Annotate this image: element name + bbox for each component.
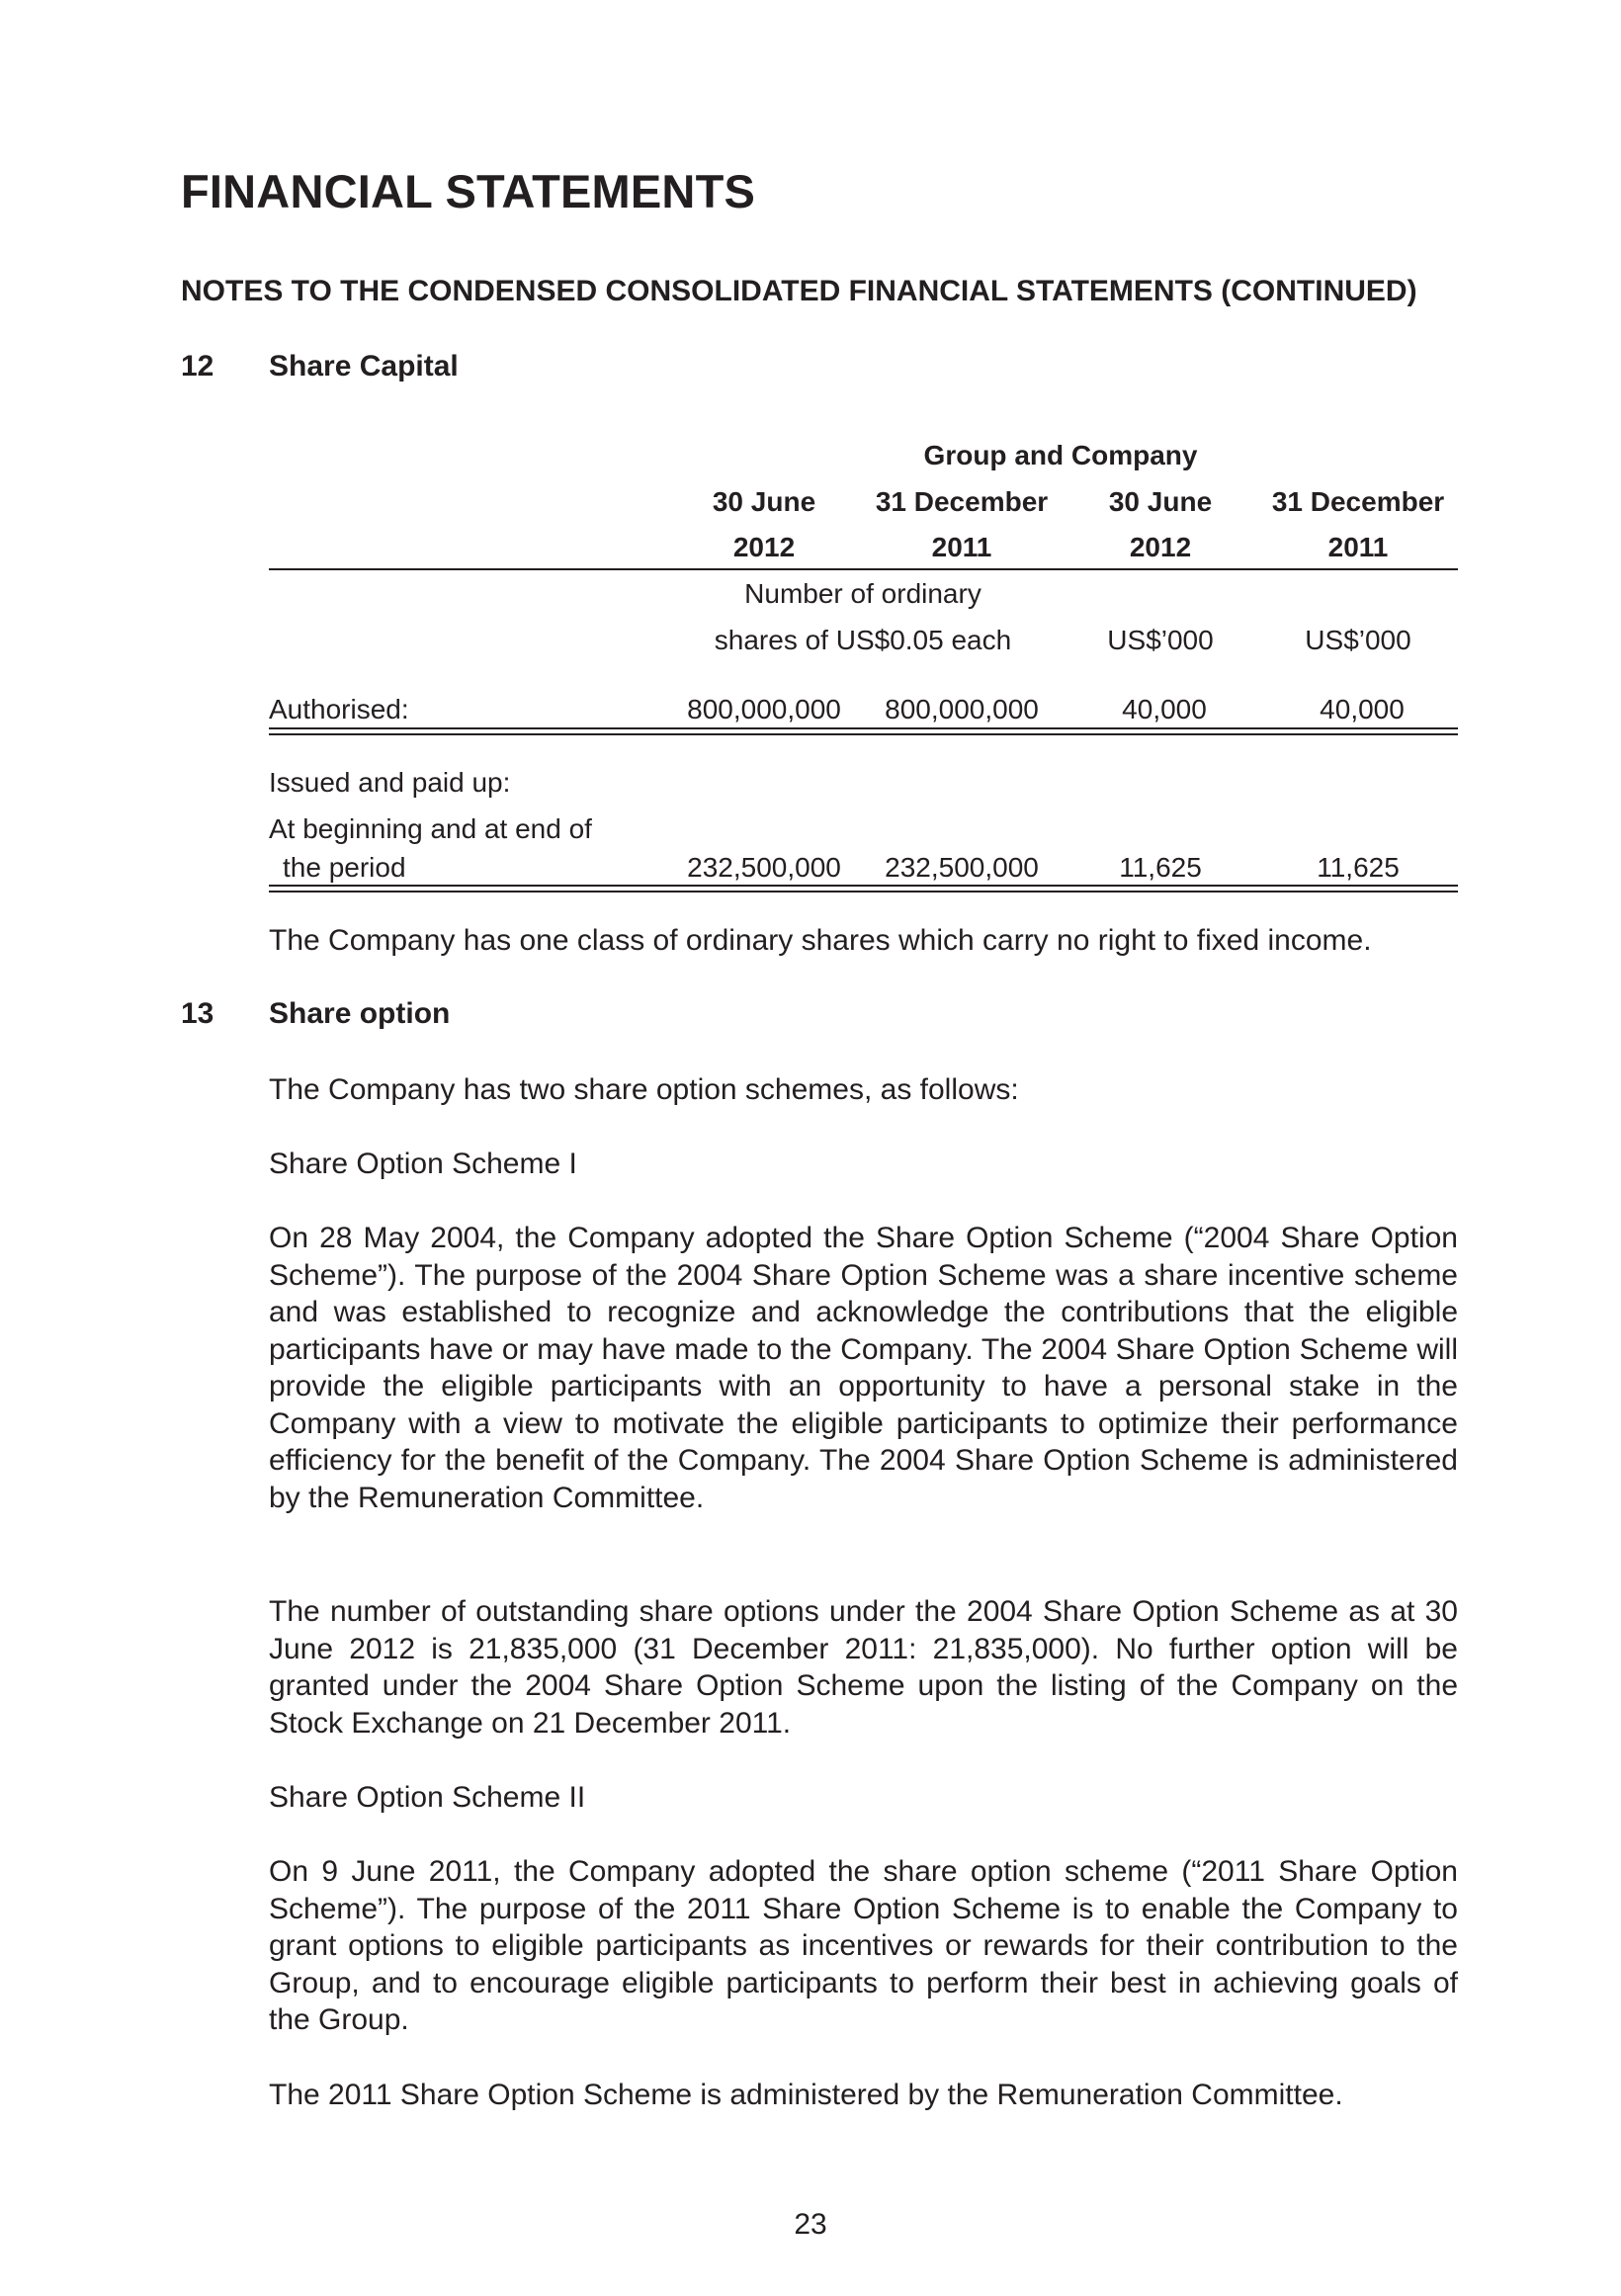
unit-shares-line1: Number of ordinary <box>744 578 981 609</box>
col-header-2-line1: 31 December <box>875 486 1049 517</box>
issued-value-4: 11,625 <box>1317 852 1400 883</box>
section-13-number: 13 <box>181 997 214 1030</box>
col-header-1-line2: 2012 <box>732 532 796 562</box>
issued-label: Issued and paid up: <box>269 767 511 798</box>
issued-value-3: 11,625 <box>1119 852 1202 883</box>
scheme-1-heading: Share Option Scheme I <box>269 1148 577 1180</box>
authorised-value-4: 40,000 <box>1320 694 1405 724</box>
scheme-2-paragraph-1: On 9 June 2011, the Company adopted the share option scheme (“2011 Share Option Scheme”). The purpose of the 2011 Share Option Scheme is to enable the Company to grant options to eligible participants as incentives or rewards for their contribution to the Group, and to encourage eligible participants to perform their best in achieving goals of the Group. <box>269 1855 1458 2036</box>
notes-heading: NOTES TO THE CONDENSED CONSOLIDATED FINANCIAL STATEMENTS (CONTINUED) <box>181 275 1417 307</box>
col-header-1-line1: 30 June <box>712 486 816 517</box>
header-rule <box>269 568 1458 570</box>
col-header-3-line1: 30 June <box>1108 486 1213 517</box>
col-header-4-line1: 31 December <box>1271 486 1445 517</box>
group-header: Group and Company <box>923 440 1198 470</box>
unit-usd-1: US$’000 <box>1107 625 1214 655</box>
share-option-intro: The Company has two share option schemes, as follows: <box>269 1073 1019 1106</box>
issued-row-label-line1: At beginning and at end of <box>269 813 592 844</box>
authorised-value-1: 800,000,000 <box>687 694 841 724</box>
share-capital-note: The Company has one class of ordinary shares which carry no right to fixed income. <box>269 924 1372 957</box>
issued-double-rule-top <box>269 885 1458 887</box>
issued-double-rule-bottom <box>269 891 1458 893</box>
issued-value-1: 232,500,000 <box>687 852 841 883</box>
col-header-3-line2: 2012 <box>1129 532 1192 562</box>
scheme-2-paragraph-2: The 2011 Share Option Scheme is administered by the Remuneration Committee. <box>269 2079 1343 2111</box>
col-header-4-line2: 2011 <box>1327 532 1389 562</box>
scheme-2-heading: Share Option Scheme II <box>269 1781 586 1814</box>
authorised-double-rule-top <box>269 727 1458 729</box>
authorised-double-rule-bottom <box>269 733 1458 735</box>
unit-usd-2: US$’000 <box>1305 625 1411 655</box>
col-header-2-line2: 2011 <box>931 532 992 562</box>
authorised-value-3: 40,000 <box>1122 694 1207 724</box>
issued-value-2: 232,500,000 <box>885 852 1039 883</box>
authorised-value-2: 800,000,000 <box>885 694 1039 724</box>
issued-row-label-line2: the period <box>283 852 406 883</box>
section-12-title: Share Capital <box>269 350 459 383</box>
section-12-number: 12 <box>181 350 214 383</box>
unit-shares-line2: shares of US$0.05 each <box>714 625 1012 655</box>
page-title: FINANCIAL STATEMENTS <box>181 165 756 217</box>
authorised-label: Authorised: <box>269 694 409 724</box>
page-number: 23 <box>794 2208 827 2241</box>
section-13-title: Share option <box>269 997 451 1030</box>
scheme-1-paragraph-2: The number of outstanding share options under the 2004 Share Option Scheme as at 30 June 2012 is 21,835,000 (31 December 2011: 21,835,000). No further option will be granted under the 2004 Share Option Scheme upon the listing of the Company on the Stock Exchange on 21 December 2011. <box>269 1595 1458 1740</box>
scheme-1-paragraph-1: On 28 May 2004, the Company adopted the Share Option Scheme (“2004 Share Option Scheme”). The purpose of the 2004 Share Option Scheme was a share incentive scheme and was established to recognize and acknowledge the contributions that the eligible participants have or may have made to the Company. The 2004 Share Option Scheme will provide the eligible participants with an opportunity to have a personal stake in the Company with a view to motivate the eligible participants to optimize their performance efficiency for the benefit of the Company. The 2004 Share Option Scheme is administered by the Remuneration Committee. <box>269 1222 1458 1514</box>
